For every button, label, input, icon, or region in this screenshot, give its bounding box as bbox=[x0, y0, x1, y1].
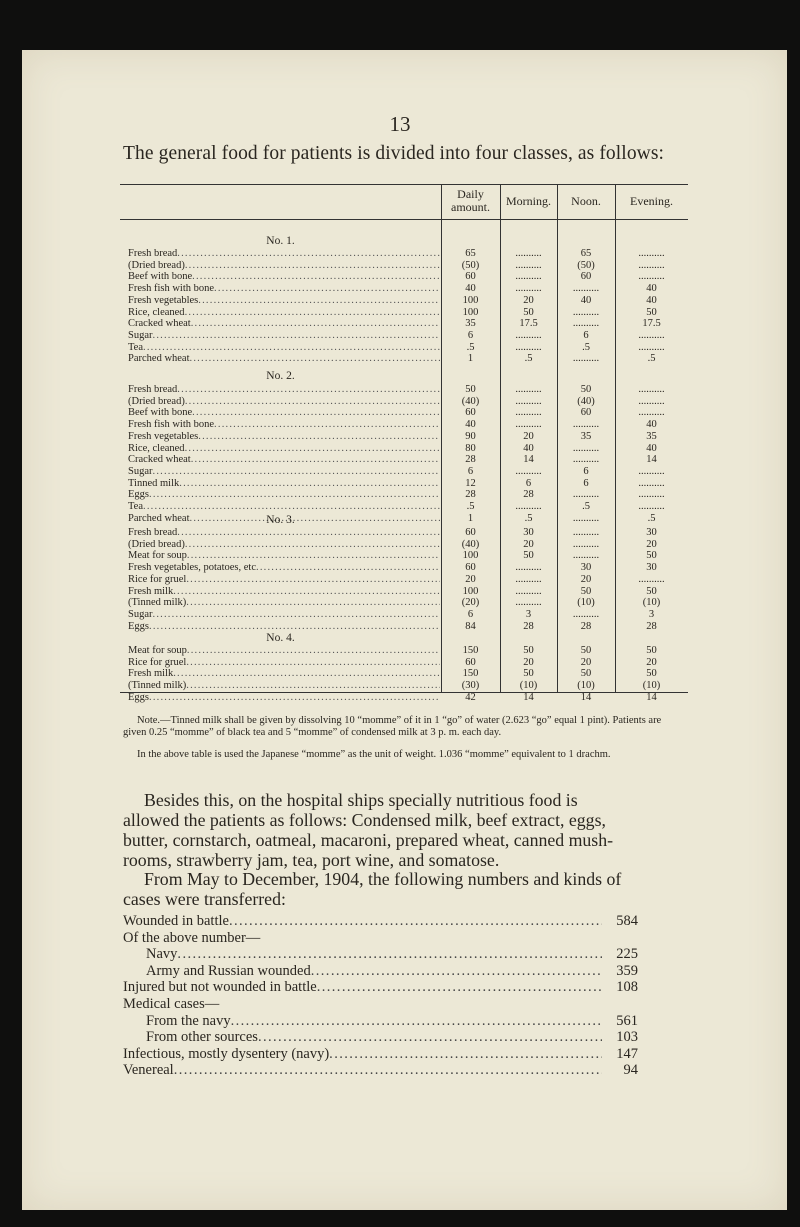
daily-cell: 150 bbox=[462, 668, 479, 680]
daily-cell: 6 bbox=[467, 465, 474, 477]
noon-cell: .5 bbox=[582, 341, 590, 353]
evening-cell: 50 bbox=[646, 645, 657, 656]
evening-cell: .......... bbox=[638, 271, 665, 283]
column-header-morning: Morning. bbox=[506, 194, 551, 208]
morning-cell: 14 bbox=[523, 691, 534, 703]
noon-cell: 6 bbox=[583, 329, 589, 341]
paragraph-line: cases were transferred: bbox=[123, 889, 286, 909]
case-count: 225 bbox=[616, 946, 638, 963]
daily-cell: 150 bbox=[462, 645, 479, 656]
case-label: Injured but not wounded in battle ..... bbox=[123, 979, 602, 995]
noon-cell: 50 bbox=[580, 585, 592, 597]
case-row bbox=[146, 946, 638, 962]
paragraph-line: From May to December, 1904, the following numbers and kinds of bbox=[144, 869, 622, 889]
column-header-evening: Evening. bbox=[630, 194, 673, 208]
case-label: Navy ..... bbox=[146, 946, 602, 962]
morning-cell: 6 bbox=[525, 477, 532, 489]
case-label: Army and Russian wounded ..... bbox=[146, 963, 602, 979]
column-header-line: amount. bbox=[451, 200, 490, 214]
evening-cell: 28 bbox=[646, 620, 657, 632]
morning-cell: 50 bbox=[523, 668, 534, 680]
evening-cell: .......... bbox=[638, 501, 665, 512]
noon-cell: .......... bbox=[572, 318, 600, 330]
table-top-rule bbox=[120, 184, 688, 185]
daily-cell: 20 bbox=[465, 573, 476, 585]
morning-cell: .......... bbox=[515, 573, 542, 585]
morning-cell: .......... bbox=[515, 597, 542, 609]
evening-cell: 40 bbox=[646, 419, 657, 431]
noon-cell: .......... bbox=[572, 550, 600, 562]
noon-cell: 65 bbox=[580, 248, 592, 259]
evening-cell: 50 bbox=[646, 668, 657, 680]
daily-cell: 6 bbox=[467, 329, 474, 341]
morning-cell: .......... bbox=[515, 271, 542, 283]
column-header-line: Daily bbox=[457, 187, 484, 201]
food-item: Cracked wheat ..... bbox=[128, 318, 440, 329]
noon-cell: .......... bbox=[572, 419, 600, 431]
food-item: (Tinned milk) ..... bbox=[128, 680, 440, 691]
daily-cell: 40 bbox=[465, 419, 476, 431]
food-item: Rice for gruel ..... bbox=[128, 657, 440, 668]
noon-cell: 50 bbox=[580, 645, 592, 656]
morning-cell: .......... bbox=[515, 259, 542, 271]
evening-cell: .......... bbox=[638, 465, 665, 477]
noon-cell: .......... bbox=[572, 283, 600, 295]
noon-cell: 50 bbox=[580, 384, 592, 395]
evening-cell: 14 bbox=[646, 691, 657, 703]
daily-cell: 60 bbox=[465, 271, 476, 283]
case-label: Medical cases— bbox=[123, 996, 220, 1012]
food-item: Rice for gruel ..... bbox=[128, 574, 440, 585]
food-item: (Dried bread) ..... bbox=[128, 539, 440, 550]
morning-cell: 50 bbox=[523, 306, 534, 318]
daily-cell: 40 bbox=[465, 283, 476, 295]
daily-cell: 100 bbox=[462, 294, 479, 306]
morning-cell: .......... bbox=[515, 329, 542, 341]
morning-cell: .......... bbox=[515, 465, 542, 477]
morning-cell: .......... bbox=[515, 283, 542, 295]
food-item: Rice, cleaned ..... bbox=[128, 307, 440, 318]
class-heading: No. 2. bbox=[266, 370, 295, 382]
noon-cell: .......... bbox=[572, 608, 600, 620]
noon-cell: 40 bbox=[580, 294, 592, 306]
noon-cell: .5 bbox=[582, 501, 590, 512]
morning-cell: 30 bbox=[523, 527, 534, 538]
evening-cell: 50 bbox=[646, 306, 657, 318]
morning-cell: 17.5 bbox=[519, 318, 538, 330]
daily-cell: 1 bbox=[467, 353, 474, 365]
food-item: Beef with bone ..... bbox=[128, 407, 440, 418]
evening-cell: 17.5 bbox=[642, 318, 661, 330]
evening-cell: (10) bbox=[642, 680, 661, 692]
evening-cell: .......... bbox=[638, 407, 665, 419]
morning-cell: 14 bbox=[523, 454, 534, 466]
daily-cell: 100 bbox=[462, 306, 479, 318]
class-heading: No. 3. bbox=[266, 514, 295, 526]
case-row bbox=[123, 913, 638, 929]
evening-cell: .......... bbox=[638, 384, 665, 395]
case-label: Infectious, mostly dysentery (navy) ..... bbox=[123, 1046, 602, 1062]
evening-cell: 30 bbox=[646, 562, 657, 574]
food-item: Sugar ..... bbox=[128, 466, 440, 477]
daily-cell: 28 bbox=[465, 489, 476, 501]
morning-cell: 50 bbox=[523, 550, 534, 562]
morning-cell: .......... bbox=[515, 248, 542, 259]
case-count: 103 bbox=[616, 1029, 638, 1046]
noon-cell: .......... bbox=[572, 512, 600, 524]
evening-cell: .5 bbox=[647, 512, 656, 524]
morning-cell: 40 bbox=[523, 442, 534, 454]
morning-cell: .......... bbox=[515, 419, 542, 431]
noon-cell: .......... bbox=[572, 538, 600, 550]
evening-cell: .......... bbox=[638, 489, 665, 501]
daily-cell: 60 bbox=[465, 407, 476, 419]
noon-cell: 6 bbox=[583, 465, 589, 477]
intro-sentence: The general food for patients is divided into four classes, as follows: bbox=[123, 143, 665, 164]
case-label: From other sources ..... bbox=[146, 1029, 602, 1045]
noon-cell: (10) bbox=[577, 597, 595, 609]
daily-cell: 80 bbox=[465, 442, 476, 454]
food-item: Eggs ..... bbox=[128, 489, 440, 500]
evening-cell: .......... bbox=[638, 573, 665, 585]
evening-cell: 50 bbox=[646, 585, 657, 597]
daily-cell: 12 bbox=[465, 477, 476, 489]
daily-cell: (50) bbox=[461, 259, 480, 271]
case-label: Of the above number— bbox=[123, 929, 261, 946]
morning-cell: (10) bbox=[519, 680, 538, 692]
food-item: (Dried bread) ..... bbox=[128, 260, 440, 271]
noon-cell: 6 bbox=[583, 477, 589, 489]
food-item: Fresh milk ..... bbox=[128, 668, 440, 679]
case-row bbox=[123, 979, 638, 995]
case-row bbox=[146, 1013, 638, 1029]
noon-cell: .......... bbox=[572, 306, 600, 318]
food-item: Eggs ..... bbox=[128, 692, 440, 703]
case-row bbox=[146, 1029, 638, 1045]
food-item: Meat for soup ..... bbox=[128, 645, 440, 656]
evening-cell: (10) bbox=[642, 597, 661, 609]
case-label: From the navy ..... bbox=[146, 1013, 602, 1029]
noon-cell: (40) bbox=[577, 395, 595, 407]
case-group-heading bbox=[123, 930, 638, 946]
case-count: 147 bbox=[616, 1045, 638, 1062]
food-item: Fresh vegetables, potatoes, etc ..... bbox=[128, 562, 440, 573]
morning-cell: .......... bbox=[515, 395, 542, 407]
morning-cell: 28 bbox=[523, 489, 534, 501]
column-header-daily-amount bbox=[441, 188, 500, 214]
evening-cell: 50 bbox=[646, 550, 657, 562]
table-note-units: In the above table is used the Japanese “momme” as the unit of weight. 1.036 “momme” equivalent to 1 drachm. bbox=[137, 749, 611, 760]
food-item: Cracked wheat ..... bbox=[128, 454, 440, 465]
food-item: Sugar ..... bbox=[128, 330, 440, 341]
evening-cell: 40 bbox=[646, 442, 657, 454]
morning-cell: .......... bbox=[515, 407, 542, 419]
evening-cell: .5 bbox=[647, 353, 656, 365]
daily-cell: (40) bbox=[461, 538, 480, 550]
noon-cell: 20 bbox=[580, 573, 592, 585]
daily-cell: 60 bbox=[465, 527, 476, 538]
daily-cell: 65 bbox=[465, 248, 476, 259]
noon-cell: .......... bbox=[572, 527, 600, 538]
daily-cell: .5 bbox=[466, 341, 475, 353]
food-item: Meat for soup ..... bbox=[128, 550, 440, 561]
evening-cell: 14 bbox=[646, 454, 657, 466]
case-count: 108 bbox=[616, 979, 638, 996]
morning-cell: .5 bbox=[524, 512, 533, 524]
noon-cell: (10) bbox=[577, 680, 595, 692]
evening-cell: .......... bbox=[638, 248, 665, 259]
food-item: Fresh milk ..... bbox=[128, 586, 440, 597]
evening-cell: .......... bbox=[638, 341, 665, 353]
food-item: Tea ..... bbox=[128, 501, 440, 512]
morning-cell: 3 bbox=[525, 608, 532, 620]
noon-cell: 50 bbox=[580, 668, 592, 680]
paragraph-line: Besides this, on the hospital ships specially nutritious food is bbox=[144, 790, 578, 810]
daily-cell: 50 bbox=[465, 384, 476, 395]
morning-cell: 50 bbox=[523, 645, 534, 656]
daily-cell: 90 bbox=[465, 430, 476, 442]
noon-cell: .......... bbox=[572, 489, 600, 501]
evening-cell: 20 bbox=[646, 538, 657, 550]
evening-cell: .......... bbox=[638, 259, 665, 271]
case-count: 94 bbox=[623, 1062, 638, 1079]
evening-cell: 40 bbox=[646, 283, 657, 295]
noon-cell: 35 bbox=[580, 430, 592, 442]
morning-cell: 20 bbox=[523, 538, 534, 550]
morning-cell: 20 bbox=[523, 294, 534, 306]
evening-cell: .......... bbox=[638, 395, 665, 407]
noon-cell: .......... bbox=[572, 454, 600, 466]
morning-cell: 20 bbox=[523, 656, 534, 668]
food-item: Parched wheat ..... bbox=[128, 353, 440, 364]
food-item: Parched wheat ..... bbox=[128, 513, 440, 524]
morning-cell: 20 bbox=[523, 430, 534, 442]
daily-cell: 1 bbox=[467, 512, 474, 524]
morning-cell: 28 bbox=[523, 620, 534, 632]
paragraph-line: rooms, strawberry jam, tea, port wine, and somatose. bbox=[123, 850, 500, 870]
evening-cell: 30 bbox=[646, 527, 657, 538]
page-number: 13 bbox=[389, 112, 411, 136]
food-item: Beef with bone ..... bbox=[128, 271, 440, 282]
daily-cell: 100 bbox=[462, 550, 479, 562]
morning-cell: .......... bbox=[515, 501, 542, 512]
paragraph-line: butter, cornstarch, oatmeal, macaroni, prepared wheat, canned mush- bbox=[123, 830, 614, 850]
case-label: Wounded in battle ..... bbox=[123, 913, 602, 929]
table-note: Note.—Tinned milk shall be given by dissolving 10 “momme” of it in 1 “go” of water (2.623 “go” equal 1 pint). Patients are given 0.25 “momme” of black tea and 5 “momme” of condensed milk at 3 p. m. each day. bbox=[123, 715, 662, 738]
food-item: (Dried bread) ..... bbox=[128, 396, 440, 407]
food-item: Tea ..... bbox=[128, 342, 440, 353]
morning-cell: .......... bbox=[515, 562, 542, 574]
food-item: Fresh fish with bone ..... bbox=[128, 419, 440, 430]
daily-cell: 60 bbox=[465, 656, 476, 668]
food-item: Fresh vegetables ..... bbox=[128, 295, 440, 306]
case-count: 359 bbox=[616, 962, 638, 979]
case-count: 584 bbox=[616, 913, 638, 929]
daily-cell: 28 bbox=[465, 454, 476, 466]
daily-cell: 60 bbox=[465, 562, 476, 574]
noon-cell: 20 bbox=[580, 656, 592, 668]
case-label: Venereal ..... bbox=[123, 1062, 602, 1078]
daily-cell: 100 bbox=[462, 585, 479, 597]
food-item: Fresh bread ..... bbox=[128, 384, 440, 395]
evening-cell: 40 bbox=[646, 294, 657, 306]
noon-cell: 28 bbox=[580, 620, 592, 632]
daily-cell: .5 bbox=[466, 501, 475, 512]
evening-cell: 20 bbox=[646, 656, 657, 668]
case-row bbox=[146, 963, 638, 979]
case-group-heading bbox=[123, 996, 638, 1012]
morning-cell: .......... bbox=[515, 341, 542, 353]
morning-cell: .......... bbox=[515, 585, 542, 597]
food-item: (Tinned milk) ..... bbox=[128, 597, 440, 608]
noon-cell: (50) bbox=[577, 259, 595, 271]
column-header-noon: Noon. bbox=[571, 194, 601, 208]
daily-cell: 6 bbox=[467, 608, 474, 620]
food-item: Rice, cleaned ..... bbox=[128, 443, 440, 454]
daily-cell: (20) bbox=[461, 597, 480, 609]
evening-cell: .......... bbox=[638, 329, 665, 341]
food-item: Eggs ..... bbox=[128, 621, 440, 632]
noon-cell: 14 bbox=[580, 691, 592, 703]
daily-cell: 35 bbox=[465, 318, 476, 330]
food-item: Tinned milk ..... bbox=[128, 478, 440, 489]
food-item: Fresh bread ..... bbox=[128, 527, 440, 538]
daily-cell: (30) bbox=[461, 680, 480, 692]
evening-cell: 35 bbox=[646, 430, 657, 442]
food-item: Fresh vegetables ..... bbox=[128, 431, 440, 442]
noon-cell: 60 bbox=[580, 271, 592, 283]
table-header-rule bbox=[120, 219, 688, 220]
case-count: 561 bbox=[616, 1012, 638, 1029]
daily-cell: 84 bbox=[465, 620, 476, 632]
noon-cell: .......... bbox=[572, 353, 600, 365]
morning-cell: .5 bbox=[524, 353, 533, 365]
daily-cell: 42 bbox=[465, 691, 476, 703]
noon-cell: .......... bbox=[572, 442, 600, 454]
evening-cell: .......... bbox=[638, 477, 665, 489]
daily-cell: (40) bbox=[461, 395, 480, 407]
class-heading: No. 4. bbox=[266, 632, 295, 644]
case-row bbox=[123, 1062, 638, 1078]
food-item: Fresh fish with bone ..... bbox=[128, 283, 440, 294]
noon-cell: 60 bbox=[580, 407, 592, 419]
case-row bbox=[123, 1046, 638, 1062]
noon-cell: 30 bbox=[580, 562, 592, 574]
food-item: Fresh bread ..... bbox=[128, 248, 440, 259]
evening-cell: 3 bbox=[648, 608, 655, 620]
food-item: Sugar ..... bbox=[128, 609, 440, 620]
paragraph-line: allowed the patients as follows: Condensed milk, beef extract, eggs, bbox=[123, 810, 606, 830]
morning-cell: .......... bbox=[515, 384, 542, 395]
class-heading: No. 1. bbox=[266, 235, 295, 247]
